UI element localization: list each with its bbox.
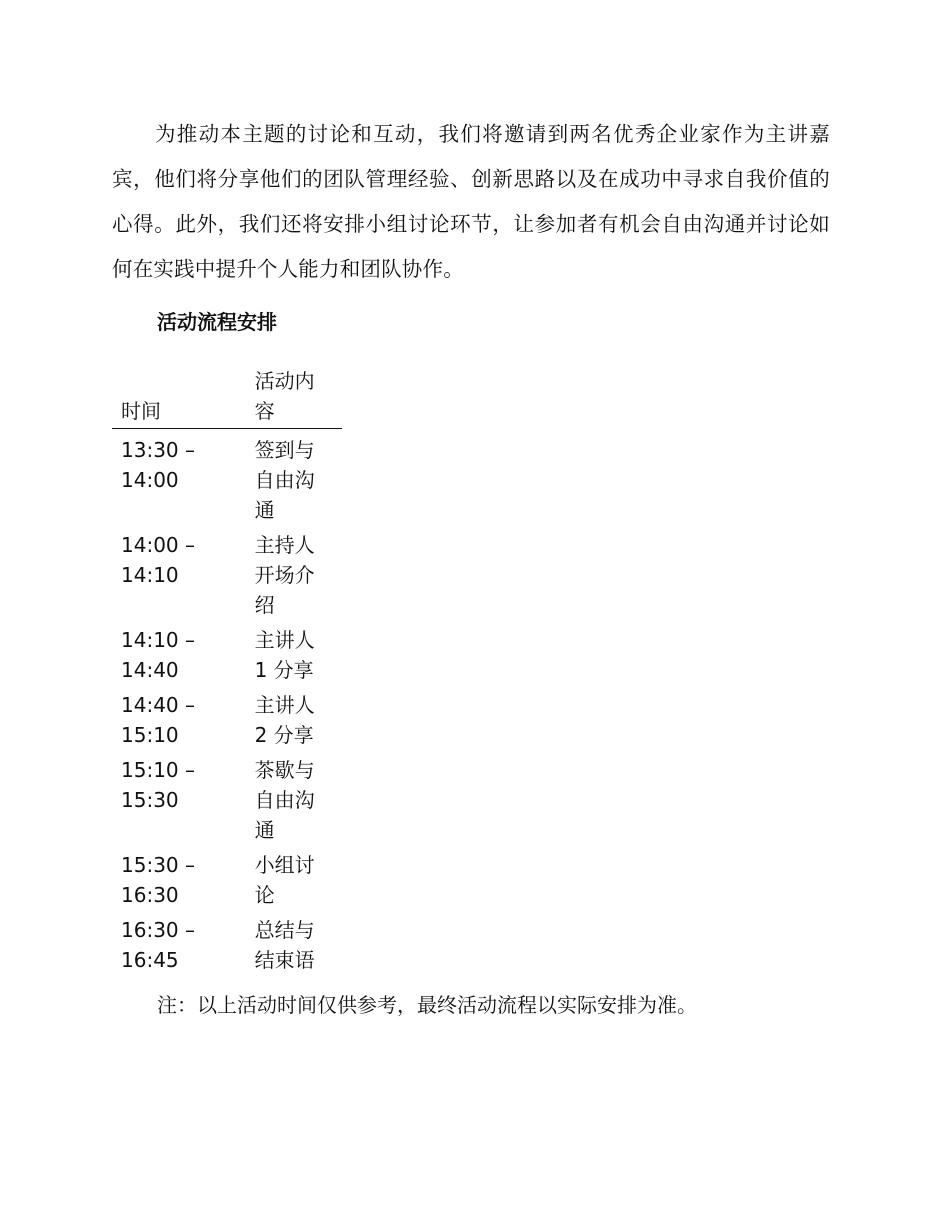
schedule-header-row: [112, 366, 342, 429]
table-row: [112, 755, 342, 850]
time-cell: 13:30 – 14:00: [121, 438, 195, 492]
footnote: 注：以上活动时间仅供参考，最终活动流程以实际安排为准。: [157, 993, 697, 1017]
table-row: [112, 915, 342, 980]
time-cell: 15:10 – 15:30: [121, 758, 195, 812]
time-cell: 14:40 – 15:10: [121, 693, 195, 747]
table-row: [112, 625, 342, 690]
activity-cell: 主讲人 1 分享: [254, 628, 315, 682]
activity-cell: 总结与结束语: [254, 918, 315, 972]
activity-cell: 茶歇与自由沟通: [254, 758, 315, 842]
column-header-activity: 活动内容: [255, 366, 342, 429]
time-cell: 16:30 – 16:45: [121, 918, 195, 972]
activity-cell: 签到与自由沟通: [254, 438, 315, 522]
table-row: [112, 530, 342, 625]
schedule-heading: 活动流程安排: [157, 310, 277, 334]
time-cell: 15:30 – 16:30: [121, 853, 195, 907]
activity-cell: 主持人开场介绍: [254, 533, 315, 617]
table-row: [112, 690, 342, 755]
intro-paragraph: 为推动本主题的讨论和互动，我们将邀请到两名优秀企业家作为主讲嘉宾，他们将分享他们的团队管理经验、创新思路以及在成功中寻求自我价值的心得。此外，我们还将安排小组讨论环节，让参加者有机会自由沟通并讨论如何在实践中提升个人能力和团队协作。: [112, 122, 830, 281]
schedule-table: [112, 366, 342, 980]
table-row: [112, 850, 342, 915]
activity-cell: 主讲人 2 分享: [254, 693, 315, 747]
column-header-time: 时间: [112, 366, 255, 429]
activity-cell: 小组讨论: [254, 853, 315, 907]
table-row: [112, 429, 342, 531]
time-cell: 14:10 – 14:40: [121, 628, 195, 682]
time-cell: 14:00 – 14:10: [121, 533, 195, 587]
